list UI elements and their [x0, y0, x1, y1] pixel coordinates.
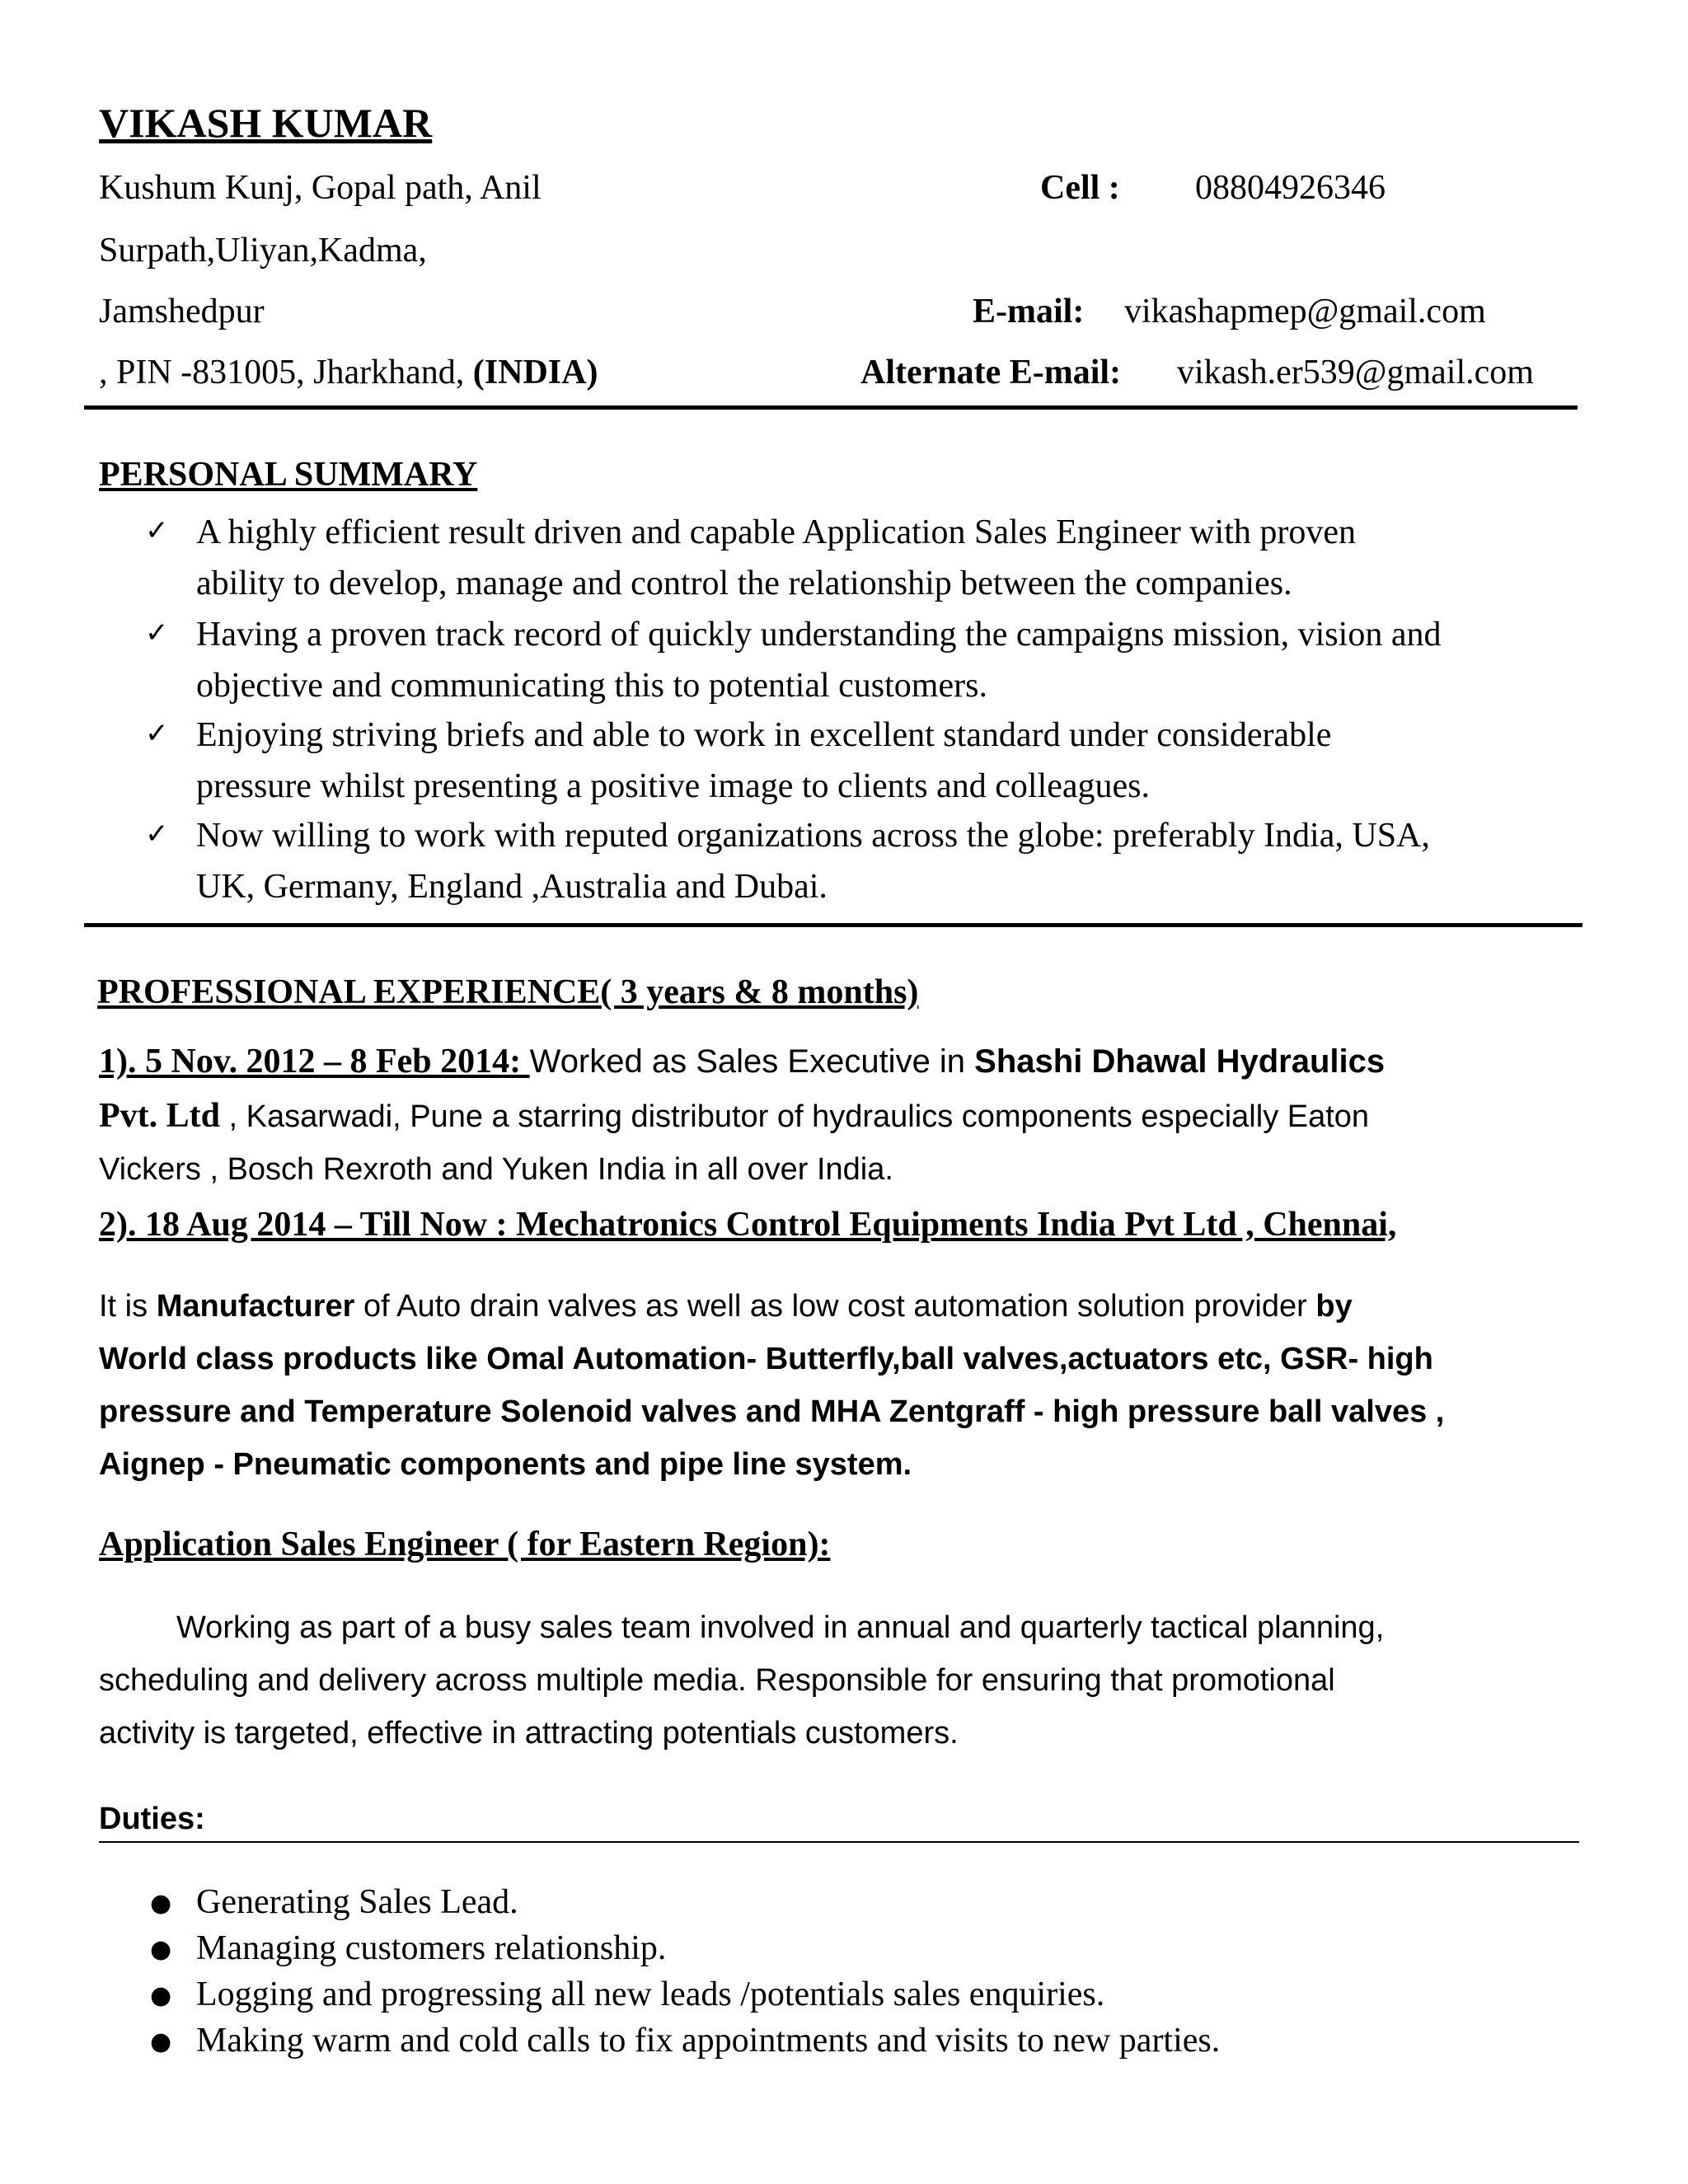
- summary-item-2-line-1: Having a proven track record of quickly understanding the campaigns mission, vision and: [196, 616, 1442, 654]
- cell-value: 08804926346: [1195, 169, 1386, 207]
- email-value: vikashapmep@gmail.com: [1124, 293, 1486, 330]
- job-2-desc-1b: Manufacturer: [156, 1289, 355, 1324]
- job-2-desc-1a: It is: [99, 1289, 157, 1324]
- summary-heading: PERSONAL SUMMARY: [99, 456, 478, 494]
- checkmark-icon: ✓: [145, 717, 169, 750]
- job-2-desc-4: Aignep - Pneumatic components and pipe line system.: [99, 1447, 912, 1482]
- address-line-3: Jamshedpur: [99, 293, 265, 330]
- duty-item-1: Generating Sales Lead.: [196, 1883, 518, 1921]
- role-para-1: Working as part of a busy sales team involved in annual and quarterly tactical planning,: [176, 1610, 1385, 1645]
- duty-item-2: Managing customers relationship.: [196, 1929, 667, 1967]
- address-line-2: Surpath,Uliyan,Kadma,: [99, 232, 427, 269]
- email-label: E-mail:: [973, 293, 1085, 330]
- role-para-3: activity is targeted, effective in attracting potentials customers.: [99, 1716, 959, 1750]
- address-line-4: [99, 353, 598, 392]
- job-1-desc-1: , Kasarwadi, Pune a starring distributor of hydraulics components especially Eaton: [220, 1099, 1370, 1134]
- address-pin-state: , PIN -831005, Jharkhand,: [99, 354, 473, 391]
- summary-divider: [84, 923, 1582, 927]
- job-1-company-suffix: Pvt. Ltd: [99, 1097, 220, 1135]
- job-1-line-1: [99, 1042, 1385, 1081]
- job-1-desc-2: Vickers , Bosch Rexroth and Yuken India in all over India.: [99, 1152, 893, 1187]
- address-line-1: Kushum Kunj, Gopal path, Anil: [99, 169, 542, 207]
- role-para-2: scheduling and delivery across multiple media. Responsible for ensuring that promotional: [99, 1663, 1335, 1698]
- summary-item-1-line-1: A highly efficient result driven and capable Application Sales Engineer with proven: [196, 513, 1356, 551]
- job-2-title: 2). 18 Aug 2014 – Till Now : Mechatronics Control Equipments India Pvt Ltd , Chennai,: [99, 1206, 1397, 1244]
- role-heading: Application Sales Engineer ( for Eastern Region):: [99, 1526, 831, 1563]
- job-1-dates: 1). 5 Nov. 2012 – 8 Feb 2014:: [99, 1043, 530, 1080]
- duty-item-3: Logging and progressing all new leads /potentials sales enquiries.: [196, 1975, 1105, 2013]
- cell-label: Cell :: [1040, 169, 1120, 207]
- candidate-name: VIKASH KUMAR: [99, 100, 433, 146]
- address-country: (INDIA): [472, 354, 598, 391]
- bullet-icon: ●: [150, 1981, 172, 2010]
- job-2-desc-1d: by: [1315, 1289, 1353, 1324]
- summary-item-3-line-1: Enjoying striving briefs and able to work in excellent standard under considerable: [196, 716, 1332, 754]
- bullet-icon: ●: [150, 2027, 172, 2056]
- job-1-role: Worked as Sales Executive in: [529, 1043, 975, 1080]
- summary-item-4-line-1: Now willing to work with reputed organizations across the globe: preferably India, USA,: [196, 817, 1430, 855]
- summary-item-4-line-2: UK, Germany, England ,Australia and Dubai.: [196, 868, 828, 906]
- job-2-desc-3: pressure and Temperature Solenoid valves and MHA Zentgraff - high pressure ball valves ,: [99, 1394, 1445, 1429]
- job-2-desc-1c: of Auto drain valves as well as low cost automation solution provider: [354, 1289, 1316, 1324]
- summary-item-1-line-2: ability to develop, manage and control the relationship between the companies.: [196, 565, 1292, 602]
- duty-item-4: Making warm and cold calls to fix appointments and visits to new parties.: [196, 2022, 1221, 2060]
- alt-email-label: Alternate E-mail:: [860, 354, 1122, 391]
- summary-item-3-line-2: pressure whilst presenting a positive image to clients and colleagues.: [196, 767, 1151, 805]
- summary-item-2-line-2: objective and communicating this to potential customers.: [196, 667, 987, 705]
- experience-heading: PROFESSIONAL EXPERIENCE( 3 years & 8 months): [97, 973, 919, 1011]
- job-2-desc-1: [99, 1289, 1353, 1324]
- checkmark-icon: ✓: [145, 616, 169, 649]
- duties-heading: Duties:: [99, 1802, 205, 1836]
- alt-email-value: vikash.er539@gmail.com: [1177, 354, 1534, 391]
- header-divider: [84, 405, 1578, 410]
- bullet-icon: ●: [150, 1935, 172, 1964]
- job-1-line-2: [99, 1096, 1369, 1136]
- bullet-icon: ●: [150, 1889, 172, 1918]
- checkmark-icon: ✓: [145, 818, 169, 851]
- job-2-desc-2: World class products like Omal Automation- Butterfly,ball valves,actuators etc, GSR- high: [99, 1342, 1433, 1376]
- job-1-company: Shashi Dhawal Hydraulics: [974, 1043, 1386, 1080]
- checkmark-icon: ✓: [145, 514, 169, 547]
- duties-underline: [99, 1841, 1579, 1843]
